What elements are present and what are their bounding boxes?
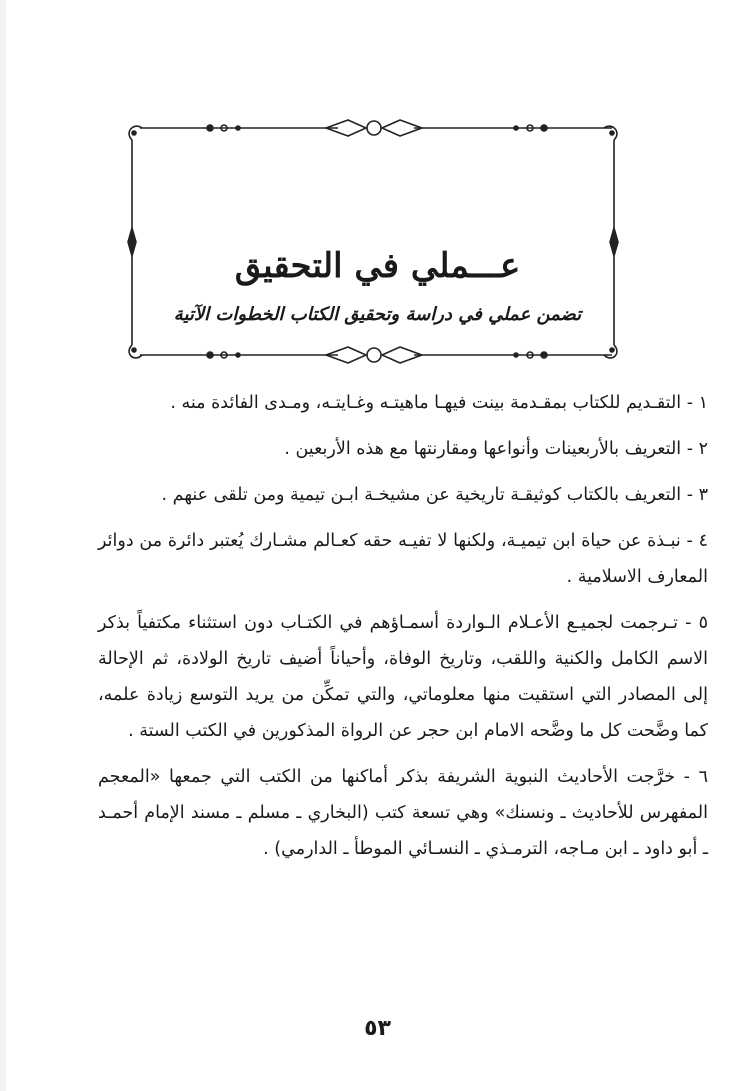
list-item: ١ - التقـديم للكتاب بمقـدمة بينت فيهـا ماهيتـه وغـايتـه، ومـدى الفائدة منه . (170, 393, 708, 413)
section-subtitle: تضمن عملي في دراسة وتحقيق الكتاب الخطوات الآتية (173, 304, 582, 325)
list-item: ٥ - تـرجمت لجميـع الأعـلام الـواردة أسمـاؤهم في الكتـاب دون استثناء مكتفياً بذكر الاسم الكامل والكنية واللقب، وتاريخ الوفاة، وأحياناً أضيف تاريخ الولادة، ثم الإحالة إلى المصادر التي استقيت منها معلوماتي، والتي تمكِّن من يريد التوسع زيادة علمه، كما وضَّحت كل ما وضَّحه الامام ابن حجر عن الرواة المذكورين في الكتب الستة . (98, 613, 708, 741)
page-number: ٥٣ (364, 1016, 391, 1041)
list-item: ٢ - التعريف بالأربعينات وأنواعها ومقارنتها مع هذه الأربعين . (284, 439, 708, 459)
list-item: ٣ - التعريف بالكتاب كوثيقـة تاريخية عن مشيخـة ابـن تيمية ومن تلقى عنهم . (161, 485, 708, 505)
list-item: ٦ - خرَّجت الأحاديث النبوية الشريفة بذكر أماكنها من الكتب التي جمعها «المعجم المفهرس للأحاديث ـ ونسنك» وهي تسعة كتب (البخاري ـ مسلم ـ مسند الإمام أحمـد ـ أبو داود ـ ابن مـاجه، الترمـذي ـ النسـائي الموطأ ـ الدارمي) . (98, 767, 708, 859)
section-title: عـــملي في التحقيق (234, 246, 521, 286)
list-item: ٤ - نبـذة عن حياة ابن تيميـة، ولكنها لا تفيـه حقه كعـالم مشـارك يُعتبر دائرة من دوائر المعارف الاسلامية . (98, 531, 708, 587)
body-text (98, 385, 708, 877)
